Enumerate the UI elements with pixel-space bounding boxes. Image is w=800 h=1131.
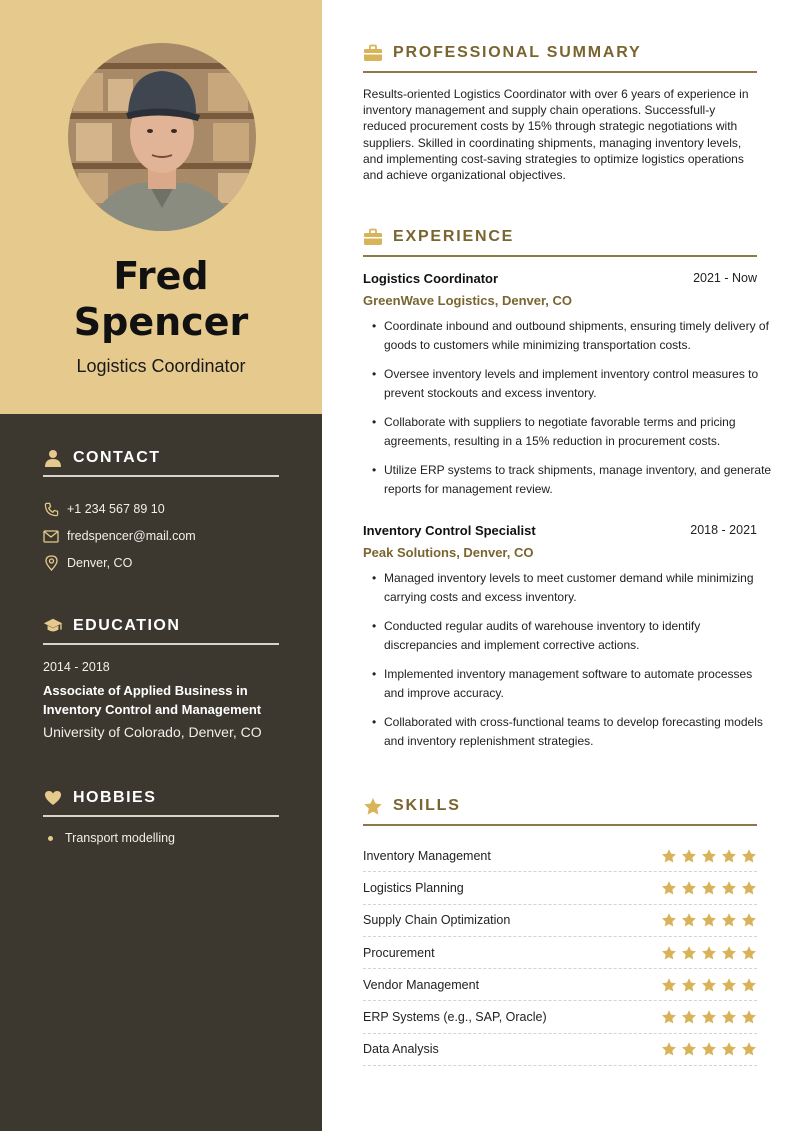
job-bullet: • Managed inventory levels to meet customer demand while minimizing carrying costs and excess inventory. xyxy=(363,569,773,607)
user-icon xyxy=(43,448,63,468)
star-icon xyxy=(721,977,737,993)
hobbies-section xyxy=(43,787,279,817)
profile-photo xyxy=(68,43,256,231)
contact-phone[interactable] xyxy=(43,501,165,517)
skill-rating xyxy=(661,880,757,896)
star-icon xyxy=(701,848,717,864)
star-icon xyxy=(721,1009,737,1025)
divider xyxy=(363,255,757,257)
skill-row xyxy=(363,969,757,1001)
phone-icon xyxy=(43,501,59,517)
skill-name: Logistics Planning xyxy=(363,880,464,895)
star-icon xyxy=(741,848,757,864)
contact-section xyxy=(43,447,279,477)
skills-list xyxy=(363,840,757,1066)
star-icon xyxy=(661,1041,677,1057)
job-bullet: • Oversee inventory levels and implement inventory control measures to prevent stockouts and excess inventory. xyxy=(363,365,773,403)
hobby-item xyxy=(48,831,175,845)
job-bullets xyxy=(363,317,773,499)
divider xyxy=(43,475,279,477)
skill-row xyxy=(363,1034,757,1066)
graduation-cap-icon xyxy=(43,616,63,636)
summary-text: Results-oriented Logistics Coordinator with over 6 years of experience in inventory management and supply chain operations. Successfull-y reduced procurement costs by 15% through strategic negotiations with suppliers. Skilled in coordinating shipments, managing inventory levels, and implementing cost-saving strategies to optimize logistics operations and achieve organizational objectives. xyxy=(363,87,749,183)
skill-name: Inventory Management xyxy=(363,848,491,863)
briefcase-icon xyxy=(363,43,383,63)
star-icon xyxy=(741,977,757,993)
star-icon xyxy=(681,912,697,928)
star-icon xyxy=(721,880,737,896)
skill-row xyxy=(363,840,757,872)
skill-name: Data Analysis xyxy=(363,1042,439,1057)
star-icon xyxy=(701,912,717,928)
star-icon xyxy=(741,1041,757,1057)
skill-rating xyxy=(661,1009,757,1025)
education-heading: EDUCATION xyxy=(73,617,181,634)
star-icon xyxy=(701,1009,717,1025)
job-dates: 2018 - 2021 xyxy=(690,523,757,537)
star-icon xyxy=(741,912,757,928)
star-icon xyxy=(363,796,383,816)
summary-section xyxy=(363,42,757,73)
job-role: Logistics Coordinator xyxy=(363,271,499,286)
star-icon xyxy=(681,1009,697,1025)
skills-heading: SKILLS xyxy=(393,797,461,814)
last-name: Spencer xyxy=(73,300,249,344)
star-icon xyxy=(661,945,677,961)
star-icon xyxy=(681,848,697,864)
star-icon xyxy=(661,912,677,928)
star-icon xyxy=(741,945,757,961)
star-icon xyxy=(661,1009,677,1025)
skill-name: Vendor Management xyxy=(363,977,480,992)
education-degree: Associate of Applied Business in Inventory Control and Management xyxy=(43,683,262,717)
star-icon xyxy=(681,945,697,961)
job-role: Inventory Control Specialist xyxy=(363,523,536,538)
job-bullet: • Utilize ERP systems to track shipments, manage inventory, and generate reports for management review. xyxy=(363,461,773,499)
star-icon xyxy=(681,1041,697,1057)
skill-row xyxy=(363,905,757,937)
star-icon xyxy=(701,880,717,896)
star-icon xyxy=(701,945,717,961)
job-dates: 2021 - Now xyxy=(693,271,757,285)
divider xyxy=(363,824,757,826)
contact-heading: CONTACT xyxy=(73,449,161,466)
star-icon xyxy=(681,880,697,896)
briefcase-icon xyxy=(363,227,383,247)
skill-name: Procurement xyxy=(363,945,435,960)
skill-rating xyxy=(661,848,757,864)
first-name: Fred xyxy=(113,254,209,298)
location-pin-icon xyxy=(43,555,59,571)
location-text: Denver, CO xyxy=(67,556,133,570)
job-company: Peak Solutions, Denver, CO xyxy=(363,545,534,560)
star-icon xyxy=(661,880,677,896)
star-icon xyxy=(741,880,757,896)
skill-row xyxy=(363,1001,757,1033)
skill-row xyxy=(363,872,757,904)
contact-location xyxy=(43,555,132,571)
skill-rating xyxy=(661,1041,757,1057)
contact-email[interactable] xyxy=(43,528,196,544)
star-icon xyxy=(721,848,737,864)
job-bullet: • Collaborate with suppliers to negotiate favorable terms and pricing agreements, resulting in a 15% reduction in procurement costs. xyxy=(363,413,773,451)
heart-icon xyxy=(43,788,63,808)
job-bullets xyxy=(363,569,773,751)
skill-row xyxy=(363,937,757,969)
skill-rating xyxy=(661,912,757,928)
hobbies-heading: HOBBIES xyxy=(73,789,157,806)
star-icon xyxy=(721,1041,737,1057)
skill-name: Supply Chain Optimization xyxy=(363,913,511,928)
star-icon xyxy=(741,1009,757,1025)
job-title: Logistics Coordinator xyxy=(76,356,246,376)
star-icon xyxy=(661,977,677,993)
education-school: University of Colorado, Denver, CO xyxy=(43,724,262,740)
skill-name: ERP Systems (e.g., SAP, Oracle) xyxy=(363,1010,547,1025)
skills-section xyxy=(363,795,757,826)
mail-icon xyxy=(43,528,59,544)
education-years: 2014 - 2018 xyxy=(43,660,110,674)
education-section xyxy=(43,615,279,645)
bullet-icon xyxy=(48,836,53,841)
experience-section xyxy=(363,226,757,257)
skill-rating xyxy=(661,945,757,961)
job-company: GreenWave Logistics, Denver, CO xyxy=(363,293,573,308)
sidebar xyxy=(0,414,322,1131)
job-bullet: • Collaborated with cross-functional teams to develop forecasting models and inventory replenishment strategies. xyxy=(363,713,773,751)
hobby-text: Transport modelling xyxy=(65,831,176,845)
star-icon xyxy=(661,848,677,864)
job-bullet: • Conducted regular audits of warehouse inventory to identify discrepancies and implement corrective actions. xyxy=(363,617,773,655)
divider xyxy=(43,815,279,817)
star-icon xyxy=(681,977,697,993)
star-icon xyxy=(721,912,737,928)
star-icon xyxy=(701,1041,717,1057)
star-icon xyxy=(701,977,717,993)
phone-text: +1 234 567 89 10 xyxy=(67,502,165,516)
skill-rating xyxy=(661,977,757,993)
experience-heading: EXPERIENCE xyxy=(393,228,515,245)
star-icon xyxy=(721,945,737,961)
divider xyxy=(363,71,757,73)
email-text: fredspencer@mail.com xyxy=(67,529,196,543)
divider xyxy=(43,643,279,645)
summary-heading: PROFESSIONAL SUMMARY xyxy=(393,44,642,61)
job-bullet: • Implemented inventory management software to automate processes and improve accuracy. xyxy=(363,665,773,703)
job-bullet: • Coordinate inbound and outbound shipments, ensuring timely delivery of goods to customers while minimizing transportation costs. xyxy=(363,317,773,355)
